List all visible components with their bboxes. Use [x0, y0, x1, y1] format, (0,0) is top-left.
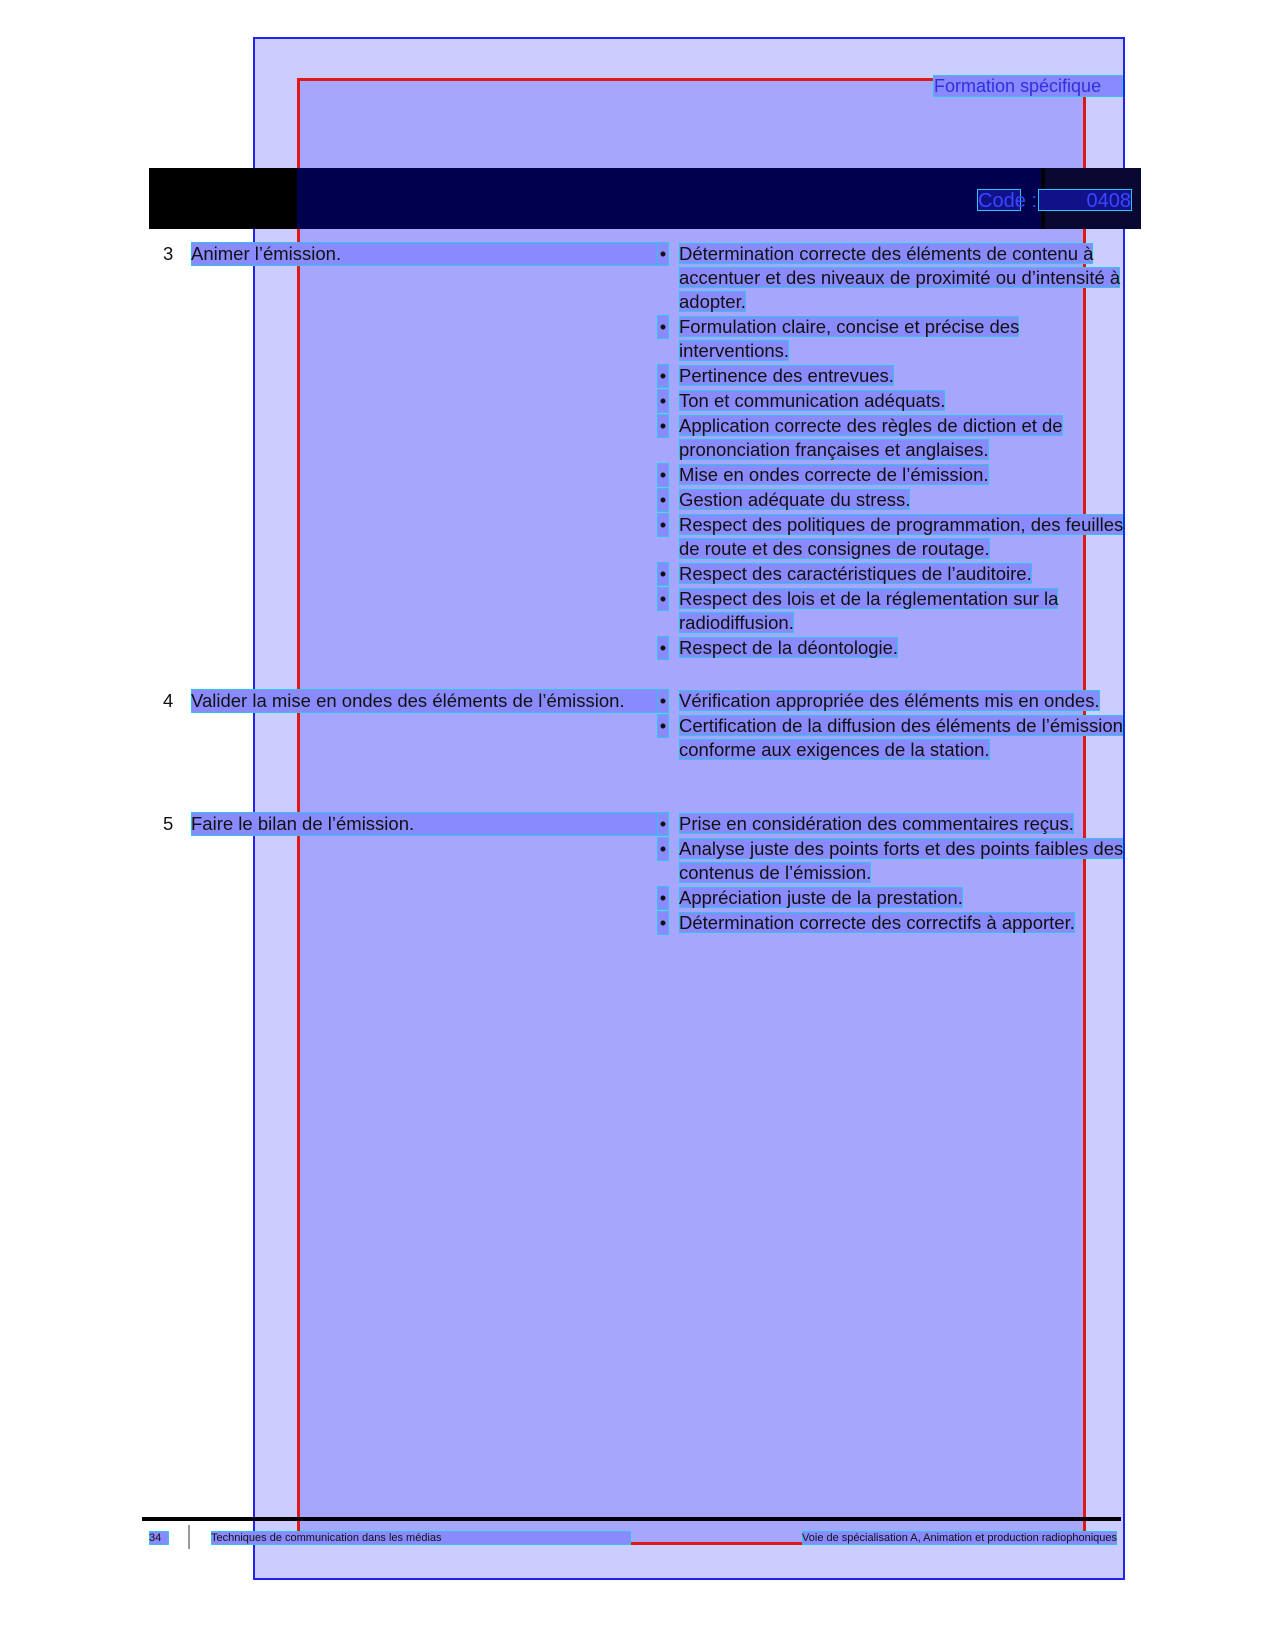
criterion-text: Certification de la diffusion des éléments de l’émission conforme aux exigences de la station. — [679, 715, 1123, 760]
bullet-icon: • — [657, 886, 669, 910]
criterion-text: Vérification appropriée des éléments mis en ondes. — [679, 690, 1100, 711]
criterion-text: Respect des lois et de la réglementation sur la radiodiffusion. — [679, 588, 1059, 633]
bullet-icon: • — [657, 463, 669, 487]
code-band-inner — [297, 168, 1041, 229]
bullet-icon: • — [657, 837, 669, 861]
list-item — [657, 562, 1127, 586]
footer-rule — [142, 1517, 1121, 1521]
bullet-icon: • — [657, 513, 669, 537]
list-item — [657, 315, 1127, 363]
bullet-icon: • — [657, 414, 669, 438]
criterion-text: Mise en ondes correcte de l’émission. — [679, 464, 989, 485]
list-item — [657, 911, 1127, 935]
list-item — [657, 463, 1127, 487]
list-item — [657, 488, 1127, 512]
bullet-icon: • — [657, 364, 669, 388]
criterion-text: Respect de la déontologie. — [679, 637, 899, 658]
code-value: 0408 — [1038, 189, 1132, 211]
element-number: 3 — [163, 243, 174, 264]
bullet-icon: • — [657, 242, 669, 266]
list-item — [657, 587, 1127, 635]
bullet-icon: • — [657, 315, 669, 339]
element-row — [163, 689, 660, 713]
bullet-icon: • — [657, 636, 669, 660]
criterion-text: Gestion adéquate du stress. — [679, 489, 911, 510]
element-text: Valider la mise en ondes des éléments de l’émission. — [191, 689, 660, 713]
bullet-icon: • — [657, 488, 669, 512]
element-row — [163, 812, 660, 836]
element-text: Animer l’émission. — [191, 242, 660, 266]
list-item — [657, 812, 1127, 836]
list-item — [657, 837, 1127, 885]
section-title: Formation spécifique — [933, 75, 1123, 97]
bullet-icon: • — [657, 562, 669, 586]
bullet-icon: • — [657, 389, 669, 413]
criteria-list — [657, 812, 1127, 936]
criterion-text: Respect des caractéristiques de l’auditoire. — [679, 563, 1032, 584]
list-item — [657, 364, 1127, 388]
list-item — [657, 389, 1127, 413]
list-item — [657, 886, 1127, 910]
list-item — [657, 513, 1127, 561]
criterion-text: Détermination correcte des éléments de contenu à accentuer et des niveaux de proximité ou d’intensité à adopter. — [679, 243, 1121, 312]
footer-divider — [188, 1525, 190, 1549]
criterion-text: Ton et communication adéquats. — [679, 390, 946, 411]
page-number: 34 — [149, 1531, 169, 1545]
code-label: Code : — [978, 190, 1037, 212]
bullet-icon: • — [657, 587, 669, 611]
list-item — [657, 414, 1127, 462]
list-item — [657, 636, 1127, 660]
bullet-icon: • — [657, 812, 669, 836]
criterion-text: Analyse juste des points forts et des points faibles des contenus de l’émission. — [679, 838, 1124, 883]
criterion-text: Respect des politiques de programmation, des feuilles de route et des consignes de routage. — [679, 514, 1124, 559]
criteria-list — [657, 689, 1127, 763]
criterion-text: Pertinence des entrevues. — [679, 365, 894, 386]
element-text: Faire le bilan de l’émission. — [191, 812, 660, 836]
criterion-text: Prise en considération des commentaires reçus. — [679, 813, 1074, 834]
element-row — [163, 242, 660, 266]
list-item — [657, 714, 1127, 762]
bullet-icon: • — [657, 714, 669, 738]
bullet-icon: • — [657, 689, 669, 713]
criterion-text: Application correcte des règles de diction et de prononciation françaises et anglaises. — [679, 415, 1063, 460]
criterion-text: Appréciation juste de la prestation. — [679, 887, 963, 908]
criterion-text: Détermination correcte des correctifs à apporter. — [679, 912, 1075, 933]
option-title: Voie de spécialisation A, Animation et production radiophoniques — [802, 1532, 1117, 1544]
criteria-list — [657, 242, 1127, 661]
list-item — [657, 242, 1127, 314]
criterion-text: Formulation claire, concise et précise des interventions. — [679, 316, 1020, 361]
element-number: 4 — [163, 690, 174, 711]
program-title: Techniques de communication dans les médias — [211, 1531, 631, 1545]
list-item — [657, 689, 1127, 713]
element-number: 5 — [163, 813, 174, 834]
page-footer — [149, 1531, 1125, 1547]
bullet-icon: • — [657, 911, 669, 935]
